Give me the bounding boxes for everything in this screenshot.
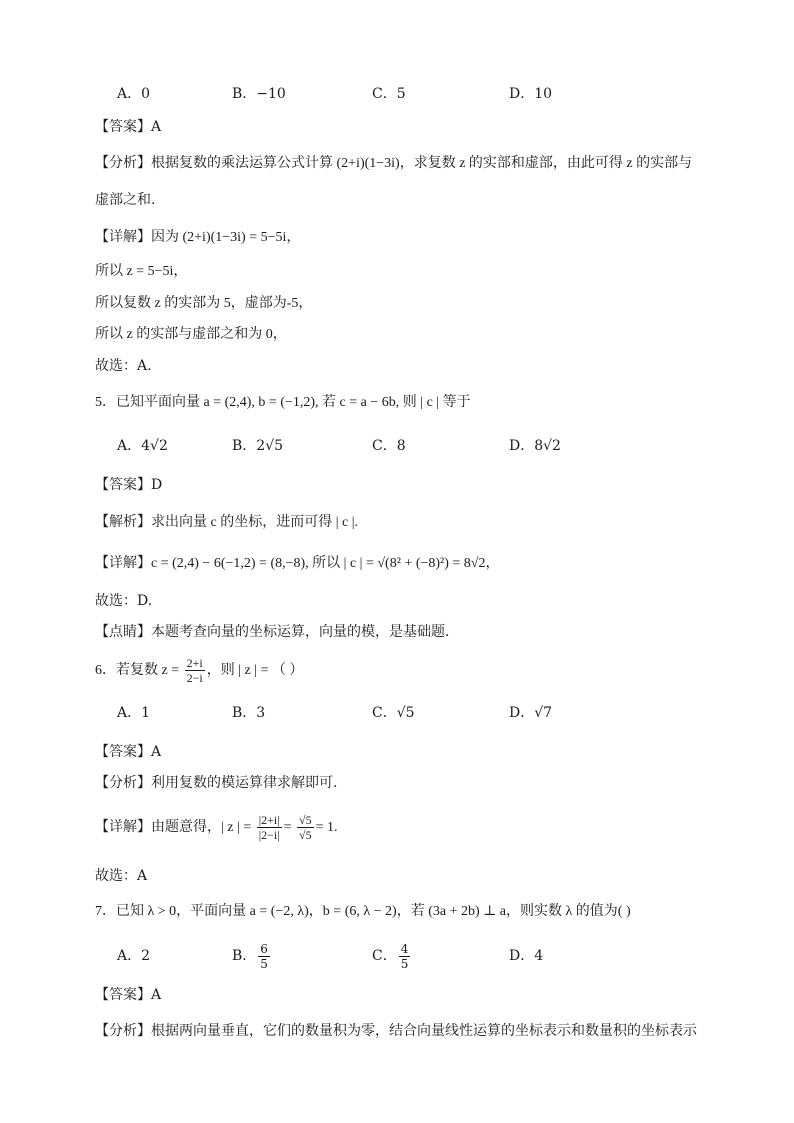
q7-option-b (232, 938, 272, 974)
analysis-tag: 【分析】 (95, 1023, 151, 1039)
opt-b-frac (258, 942, 270, 971)
analysis-text: 根据两向量垂直，它们的数量积为零，结合向量线性运算的坐标表示和数量积的坐标表示 (151, 1023, 697, 1039)
detail-result: = 1. (315, 820, 338, 835)
q5-option-a: A．4√2 (117, 438, 168, 454)
q5-detail-line (95, 553, 499, 574)
q4-analysis-line1 (95, 153, 692, 174)
detail-text: 由题意得，| z | = (151, 820, 252, 835)
q6-fraction-num: 2+i (186, 656, 203, 671)
jiexi-text: 求出向量 c 的坐标，进而可得 | c |. (151, 515, 359, 530)
opt-b-num: 6 (260, 941, 268, 956)
q5-option-d: D．8√2 (509, 438, 561, 454)
q5-option-b: B．2√5 (232, 438, 284, 454)
answer-value: A (151, 744, 162, 760)
opt-c-den: 5 (400, 956, 409, 971)
comment-tag: 【点睛】 (95, 624, 151, 640)
answer-value: D (151, 477, 163, 493)
answer-value: A (151, 987, 162, 1003)
frac1-den: |2−i| (258, 828, 280, 843)
frac2-num: √5 (299, 813, 312, 828)
q5-jiexi-line (95, 512, 358, 533)
q7-stem: 7．已知 λ > 0，平面向量 a = (−2, λ)，b = (6, λ − 2)，若 (3a + 2b) ⊥ a，则实数 λ 的值为( ) (95, 904, 631, 919)
detail-text: 因为 (2+i)(1−3i) = 5−5i， (151, 230, 301, 245)
analysis-text: 利用复数的模运算律求解即可. (151, 775, 338, 791)
q7-answer-line (95, 985, 161, 1005)
opt-c-prefix: C． (372, 948, 397, 964)
q6-answer-line (95, 742, 161, 762)
q4-option-b: B．−10 (232, 86, 286, 102)
detail-tag: 【详解】 (95, 555, 151, 571)
q6-choose: 故选：A (95, 868, 148, 884)
detail-tag: 【详解】 (95, 229, 151, 245)
q4-line-4: 所以 z 的实部与虚部之和为 0， (95, 327, 287, 342)
jiexi-tag: 【解析】 (95, 514, 151, 530)
analysis-tag: 【分析】 (95, 155, 151, 171)
answer-tag: 【答案】 (95, 119, 151, 135)
analysis-text: 根据复数的乘法运算公式计算 (2+i)(1−3i)，求复数 z 的实部和虚部，由此可得 z 的实部与 (151, 156, 693, 171)
q6-option-b: B．3 (232, 705, 266, 721)
q6-fraction-den: 2−i (186, 671, 203, 686)
q6-stem-b: ，则 | z | = （ ） (206, 663, 304, 678)
q6-option-d: D．√7 (509, 705, 553, 721)
detail-tag: 【详解】 (95, 819, 151, 835)
answer-value: A (151, 119, 162, 135)
q4-line-2: 所以 z = 5−5i， (95, 264, 188, 279)
q4-option-a: A．0 (117, 86, 151, 102)
q4-choose: 故选：A. (95, 358, 152, 374)
opt-c-frac (399, 942, 411, 971)
frac1-num: |2+i| (258, 813, 280, 828)
analysis-tag: 【分析】 (95, 775, 151, 791)
q6-detail-frac1 (257, 813, 282, 842)
q6-analysis-line (95, 773, 337, 793)
q4-detail-line (95, 227, 300, 248)
q6-stem-a: 6．若复数 z = (95, 663, 180, 678)
q5-comment-line (95, 622, 449, 642)
q5-answer-line (95, 475, 162, 495)
q7-analysis-line (95, 1021, 697, 1041)
q5-stem: 5．已知平面向量 a = (2,4), b = (−1,2), 若 c = a − 6b, 则 | c | 等于 (95, 395, 471, 410)
q4-answer-line (95, 117, 161, 137)
answer-tag: 【答案】 (95, 987, 151, 1003)
q5-option-c: C．8 (372, 438, 406, 454)
q6-option-a: A．1 (117, 705, 151, 721)
opt-b-prefix: B． (232, 948, 257, 964)
comment-text: 本题考查向量的坐标运算，向量的模，是基础题. (151, 624, 450, 640)
q4-option-d: D．10 (509, 86, 553, 102)
q7-option-c (372, 938, 412, 974)
q4-option-c: C．5 (372, 86, 406, 102)
q6-fraction (185, 656, 205, 685)
q4-line-3: 所以复数 z 的实部为 5，虚部为-5， (95, 296, 313, 311)
answer-tag: 【答案】 (95, 477, 151, 493)
q7-option-a: A．2 (117, 948, 151, 964)
q6-stem (95, 656, 303, 686)
answer-tag: 【答案】 (95, 744, 151, 760)
detail-text: c = (2,4) − 6(−1,2) = (8,−8), 所以 | c | = √(8² + (−8)²) = 8√2， (151, 556, 500, 571)
q6-option-c: C．√5 (372, 705, 415, 721)
q5-choose: 故选：D. (95, 593, 153, 609)
opt-c-num: 4 (400, 941, 409, 956)
q6-detail-line: 【详解】由题意得，| z | = $\frac{|2+i|}{|2-i|}$ = $\frac{√5}{√5}$ = 1. (95, 813, 338, 843)
opt-b-den: 5 (260, 956, 268, 971)
frac2-den: √5 (299, 828, 312, 843)
q6-detail-frac2 (297, 813, 314, 842)
q7-option-d: D．4 (509, 948, 544, 964)
q4-analysis-line2: 虚部之和. (95, 192, 156, 208)
